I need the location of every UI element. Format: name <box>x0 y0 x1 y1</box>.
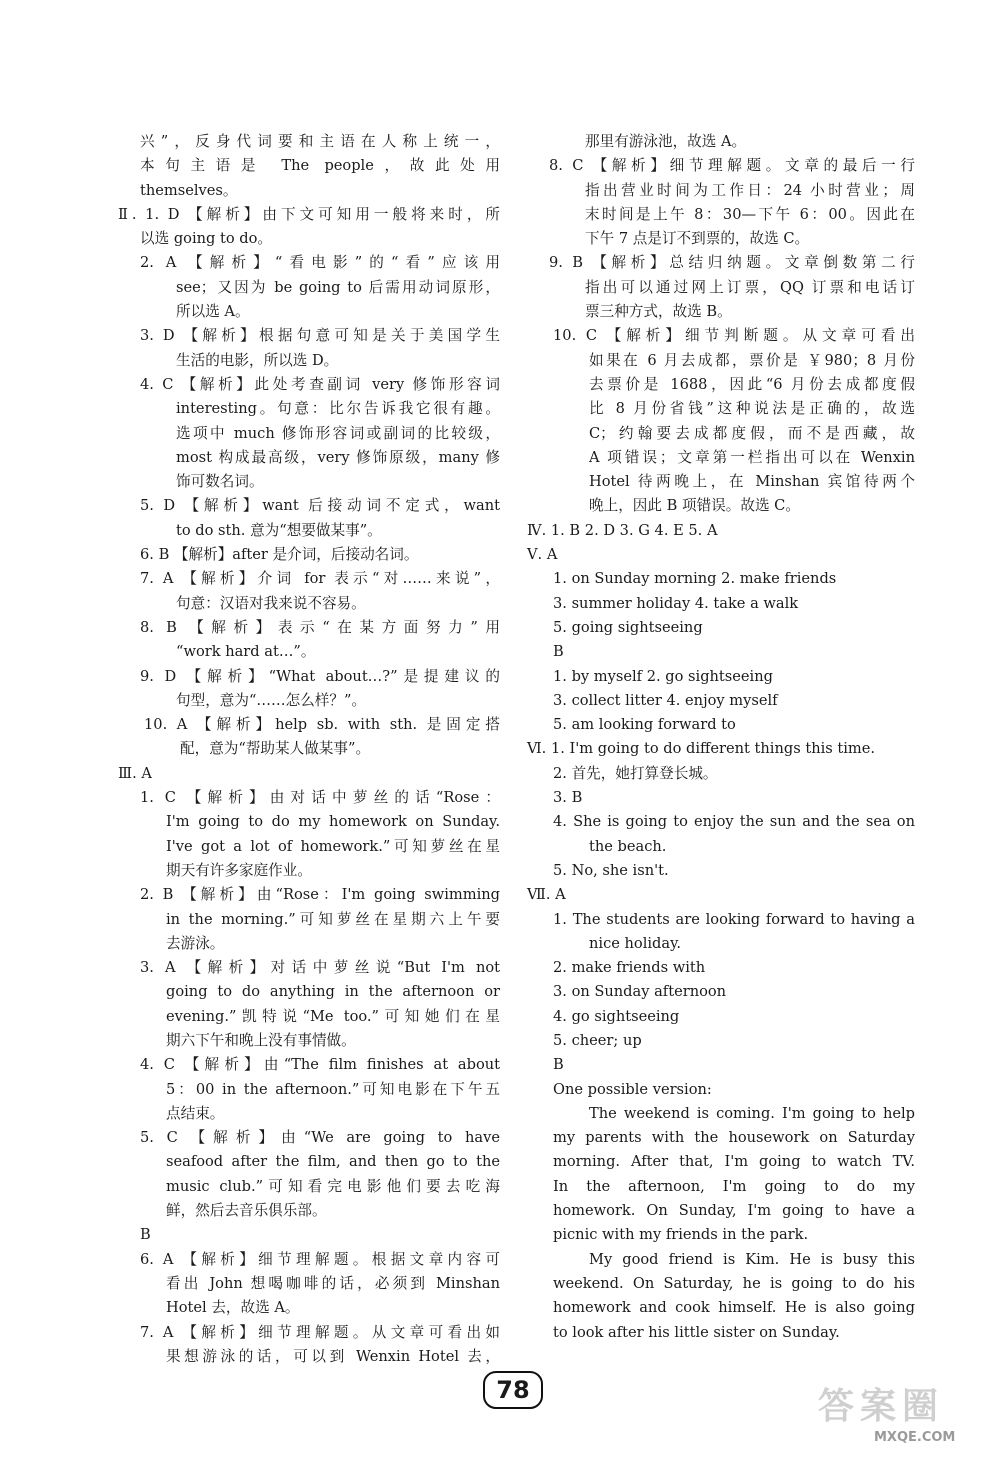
text-line: 3. A 【解析】对话中萝丝说“But I'm not <box>140 959 500 977</box>
text-line: nice holiday. <box>589 934 682 952</box>
essay-line: My good friend is Kim. He is busy this <box>589 1250 915 1268</box>
text-line: 3. B <box>553 789 583 807</box>
text-line: 10. C 【解析】细节判断题。从文章可看出 <box>553 327 915 345</box>
text-line: themselves。 <box>140 181 238 199</box>
text-line: 鲜，然后去音乐俱乐部。 <box>166 1202 327 1220</box>
section-heading: B <box>553 1056 564 1074</box>
text-line: 5：00 in the afternoon.”可知电影在下午五 <box>166 1080 500 1098</box>
text-line: 2. A 【解析】“看电影”的“看”应该用 <box>140 254 500 272</box>
essay-line: homework. On Sunday, I'm going to have a <box>553 1202 915 1220</box>
text-line: 本句主语是 The people，故此处用 <box>140 157 500 175</box>
text-line: 1. C 【解析】由对话中萝丝的话“Rose： <box>140 789 500 807</box>
text-line: I've got a lot of homework.”可知萝丝在星 <box>166 837 500 855</box>
text-line: evening.”凯特说“Me too.”可知她们在星 <box>166 1007 500 1025</box>
text-line: 2. make friends with <box>553 959 706 977</box>
text-line: 下午 7 点是订不到票的，故选 C。 <box>585 230 810 248</box>
text-line: 9. B 【解析】总结归纳题。文章倒数第二行 <box>549 254 915 272</box>
text-line: One possible version: <box>553 1080 712 1098</box>
text-line: C；约翰要去成都度假，而不是西藏，故 <box>589 424 915 442</box>
text-line: 1. by myself 2. go sightseeing <box>553 667 773 685</box>
text-line: 句型，意为“……怎么样？”。 <box>176 691 367 709</box>
essay-line: to look after his little sister on Sunday. <box>553 1323 840 1341</box>
text-line: 票三种方式，故选 B。 <box>585 303 732 321</box>
page-number: 78 <box>483 1371 543 1409</box>
text-line: seafood after the film, and then go to the <box>166 1153 500 1171</box>
section-heading: Ⅴ. A <box>527 546 558 564</box>
text-line: 3. collect litter 4. enjoy myself <box>553 691 778 709</box>
text-line: Hotel 去，故选 A。 <box>166 1299 300 1317</box>
essay-line: my parents with the housework on Saturday <box>553 1129 915 1147</box>
text-line: 1. The students are looking forward to having a <box>553 910 915 928</box>
text-line: 比 8 月份省钱”这种说法是正确的，故选 <box>589 400 915 418</box>
text-line: in the morning.”可知萝丝在星期六上午要 <box>166 910 500 928</box>
text-line: Hotel 待两晚上，在 Minshan 宾馆待两个 <box>589 473 915 491</box>
text-line: interesting。句意：比尔告诉我它很有趣。 <box>176 400 500 418</box>
text-line: most 构成最高级，very 修饰原级，many 修 <box>176 448 500 466</box>
text-line: 如果在 6 月去成都，票价是 ￥980；8 月份 <box>589 351 915 369</box>
text-line: 指出可以通过网上订票，QQ 订票和电话订 <box>585 278 915 296</box>
text-line: 期天有许多家庭作业。 <box>166 861 312 879</box>
text-line: 2. 首先，她打算登长城。 <box>553 764 718 782</box>
essay-line: In the afternoon, I'm going to do my <box>553 1177 915 1195</box>
text-line: 去票价是 1688，因此“6 月份去成都度假 <box>589 375 915 393</box>
text-line: 生活的电影，所以选 D。 <box>176 351 339 369</box>
text-line: 兴”，反身代词要和主语在人称上统一， <box>140 133 500 150</box>
text-line: 看出 John 想喝咖啡的话，必须到 Minshan <box>166 1274 500 1292</box>
text-line: 3. D 【解析】根据句意可知是关于美国学生 <box>140 327 500 345</box>
text-line: 果想游泳的话，可以到 Wenxin Hotel 去， <box>166 1347 500 1365</box>
text-line: see；又因为 be going to 后需用动词原形， <box>176 278 500 296</box>
left-answer-column <box>118 130 500 1369</box>
text-line: to do sth. 意为“想要做某事”。 <box>176 521 382 539</box>
text-line: 以选 going to do。 <box>140 230 273 248</box>
text-line: 4. C 【解析】由“The film finishes at about <box>140 1056 500 1074</box>
text-line: 期六下午和晚上没有事情做。 <box>166 1031 356 1049</box>
section-heading: B <box>140 1226 151 1244</box>
text-line: 5. cheer; up <box>553 1031 642 1049</box>
text-line: going to do anything in the afternoon or <box>166 983 500 1001</box>
text-line: A 项错误；文章第一栏指出可以在 Wenxin <box>589 448 915 466</box>
essay-line: The weekend is coming. I'm going to help <box>589 1104 915 1122</box>
essay-line: morning. After that, I'm going to watch TV. <box>553 1153 915 1171</box>
section-heading: B <box>553 643 564 661</box>
text-line: 句意：汉语对我来说不容易。 <box>176 594 366 612</box>
text-line: 3. on Sunday afternoon <box>553 983 727 1001</box>
text-line: 5. going sightseeing <box>553 618 703 636</box>
text-line: 7. A 【解析】介词 for 表示“对……来说”， <box>140 570 500 588</box>
text-line: 5. C 【解析】由“We are going to have <box>140 1129 500 1147</box>
text-line: 选项中 much 修饰形容词或副词的比较级， <box>176 424 500 442</box>
section-heading: Ⅲ. A <box>118 764 152 782</box>
text-line: 1. on Sunday morning 2. make friends <box>553 570 837 588</box>
text-line: 5. No, she isn't. <box>553 861 669 879</box>
watermark-logo: 答案圈 <box>818 1386 945 1427</box>
text-line: 5. D 【解析】want 后接动词不定式，want <box>140 497 500 515</box>
essay-line: picnic with my friends in the park. <box>553 1226 809 1244</box>
text-line: Ⅱ. 1. D 【解析】由下文可知用一般将来时，所 <box>118 205 500 223</box>
watermark-site: MXQE.COM <box>874 1430 956 1445</box>
text-line: 9. D 【解析】“What about…?”是提建议的 <box>140 667 500 685</box>
text-line: 10. A 【解析】help sb. with sth. 是固定搭 <box>144 716 500 734</box>
text-line: 3. summer holiday 4. take a walk <box>553 594 799 612</box>
essay-line: homework and cook himself. He is also going <box>553 1299 915 1317</box>
right-answer-column <box>527 130 915 1345</box>
text-line: 4. C 【解析】此处考查副词 very 修饰形容词 <box>140 375 500 393</box>
text-line: 末时间是上午 8：30—下午 6：00。因此在 <box>585 205 915 223</box>
text-line: 那里有游泳池，故选 A。 <box>585 133 747 150</box>
text-line: 8. C 【解析】细节理解题。文章的最后一行 <box>549 157 915 175</box>
text-line: 4. She is going to enjoy the sun and the sea on <box>553 813 915 831</box>
text-line: 指出营业时间为工作日：24 小时营业；周 <box>585 181 915 199</box>
text-line: 4. go sightseeing <box>553 1007 680 1025</box>
text-line: 5. am looking forward to <box>553 716 736 734</box>
section-heading: Ⅶ. A <box>527 886 566 904</box>
text-line: 饰可数名词。 <box>176 473 264 491</box>
text-line: 晚上，因此 B 项错误。故选 C。 <box>589 497 800 515</box>
text-line: 2. B 【解析】由“Rose：I'm going swimming <box>140 886 500 904</box>
text-line: 点结束。 <box>166 1104 225 1122</box>
text-line: 去游泳。 <box>166 934 225 952</box>
text-line: I'm going to do my homework on Sunday. <box>166 813 500 831</box>
text-line: music club.”可知看完电影他们要去吃海 <box>166 1177 500 1195</box>
text-line: 配，意为“帮助某人做某事”。 <box>180 740 371 758</box>
section-heading: Ⅵ. 1. I'm going to do different things this time. <box>527 740 876 758</box>
section-heading: Ⅳ. 1. B 2. D 3. G 4. E 5. A <box>527 521 718 539</box>
text-line: 6. B 【解析】after 是介词，后接动名词。 <box>140 546 419 564</box>
text-line: the beach. <box>589 837 667 855</box>
text-line: 8. B 【解析】表示“在某方面努力”用 <box>140 618 500 636</box>
text-line: 所以选 A。 <box>176 303 250 321</box>
text-line: 7. A 【解析】细节理解题。从文章可看出如 <box>140 1323 500 1341</box>
essay-line: weekend. On Saturday, he is going to do his <box>553 1274 915 1292</box>
text-line: “work hard at…”。 <box>176 643 316 661</box>
text-line: 6. A 【解析】细节理解题。根据文章内容可 <box>140 1250 500 1268</box>
